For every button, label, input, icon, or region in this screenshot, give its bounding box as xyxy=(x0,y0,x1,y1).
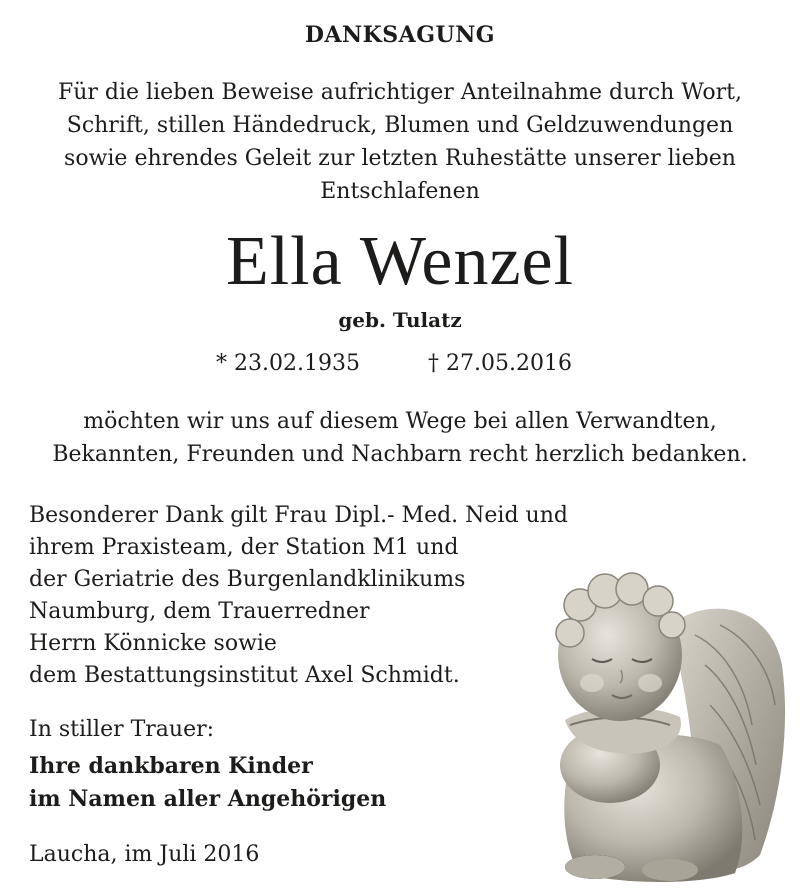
life-dates xyxy=(0,351,800,381)
intro-line: Für die lieben Beweise aufrichtiger Anteilnahme durch Wort, xyxy=(57,80,743,105)
deceased-name: Ella Wenzel xyxy=(225,223,575,300)
signer-line: im Namen aller Angehörigen xyxy=(29,786,387,812)
grief-label: In stiller Trauer: xyxy=(29,717,215,742)
thanks-line: Bekannten, Freunden und Nachbarn recht herzlich bedanken. xyxy=(52,442,748,467)
place-date: Laucha, im Juli 2016 xyxy=(29,842,260,867)
thanks-line: möchten wir uns auf diesem Wege bei allen Verwandten, xyxy=(83,409,717,434)
intro-text xyxy=(20,76,780,208)
intro-line: Entschlafenen xyxy=(320,179,480,204)
special-thanks-line: Naumburg, dem Trauerredner xyxy=(29,599,370,624)
special-thanks-line: der Geriatrie des Burgenlandklinikums xyxy=(29,567,466,592)
special-thanks-line: dem Bestattungsinstitut Axel Schmidt. xyxy=(29,663,460,688)
special-thanks-line: Besonderer Dank gilt Frau Dipl.- Med. Neid und xyxy=(29,503,568,528)
intro-line: sowie ehrendes Geleit zur letzten Ruhestätte unserer lieben xyxy=(64,146,736,171)
special-thanks xyxy=(29,500,589,692)
death-date: † 27.05.2016 xyxy=(428,351,572,376)
intro-line: Schrift, stillen Händedruck, Blumen und Geldzuwendungen xyxy=(66,113,734,138)
signers xyxy=(29,750,386,816)
signer-line: Ihre dankbaren Kinder xyxy=(29,753,313,779)
thanks-text xyxy=(20,405,780,471)
birth-date: * 23.02.1935 xyxy=(216,351,360,376)
special-thanks-line: ihrem Praxisteam, der Station M1 und xyxy=(29,535,459,560)
notice-heading: DANKSAGUNG xyxy=(304,22,496,48)
maiden-name: geb. Tulatz xyxy=(338,308,462,332)
angel-statue-icon xyxy=(520,555,790,887)
special-thanks-line: Herrn Könnicke sowie xyxy=(29,631,277,656)
